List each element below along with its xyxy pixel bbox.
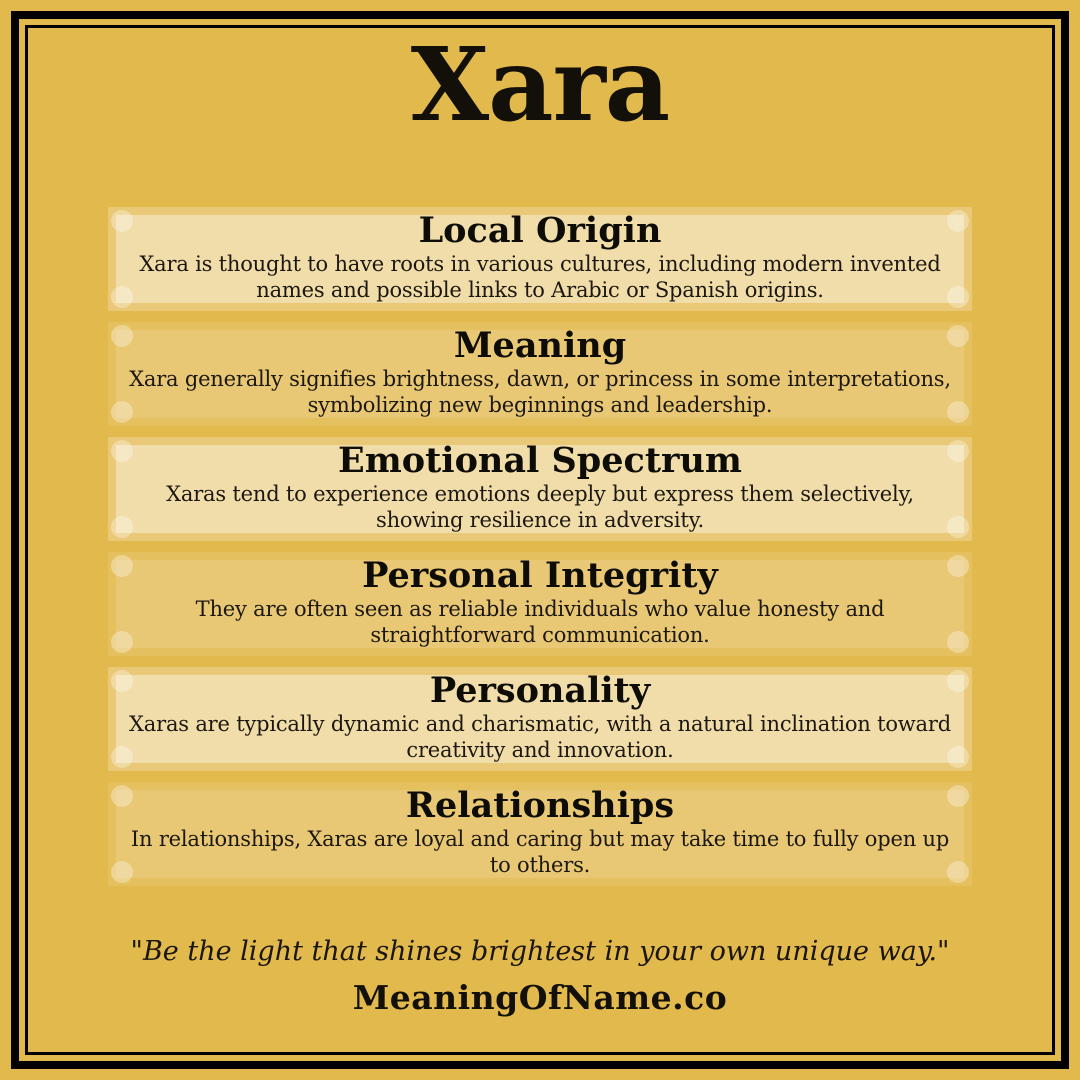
corner-rivet-icon	[111, 631, 133, 653]
card-description: Xara is thought to have roots in various cultures, including modern invented names and possible links to Arabic or Spanish origins.	[139, 251, 941, 303]
corner-rivet-icon	[947, 746, 969, 768]
card-title: Personality	[429, 670, 651, 711]
corner-rivet-icon	[111, 516, 133, 538]
corner-rivet-icon	[947, 401, 969, 423]
corner-rivet-icon	[111, 440, 133, 462]
card-title: Local Origin	[418, 210, 662, 251]
card-title: Emotional Spectrum	[338, 440, 742, 481]
corner-rivet-icon	[947, 555, 969, 577]
corner-rivet-icon	[947, 631, 969, 653]
card-local-origin	[108, 207, 972, 311]
corner-rivet-icon	[111, 670, 133, 692]
corner-rivet-icon	[947, 440, 969, 462]
corner-rivet-icon	[947, 861, 969, 883]
corner-rivet-icon	[947, 286, 969, 308]
card-relationships	[108, 782, 972, 886]
corner-rivet-icon	[947, 516, 969, 538]
corner-rivet-icon	[111, 210, 133, 232]
corner-rivet-icon	[947, 210, 969, 232]
corner-rivet-icon	[111, 286, 133, 308]
card-title: Personal Integrity	[362, 555, 718, 596]
corner-rivet-icon	[111, 555, 133, 577]
card-description: They are often seen as reliable individuals who value honesty and straightforward communication.	[195, 596, 885, 648]
corner-rivet-icon	[947, 785, 969, 807]
card-description: Xaras are typically dynamic and charismatic, with a natural inclination toward creativity and innovation.	[129, 711, 951, 763]
inspirational-quote: "Be the light that shines brightest in your own unique way."	[130, 936, 950, 967]
card-description: Xara generally signifies brightness, dawn, or princess in some interpretations, symbolizing new beginnings and leadership.	[129, 366, 951, 418]
card-title: Relationships	[405, 785, 675, 826]
corner-rivet-icon	[947, 670, 969, 692]
card-description: In relationships, Xaras are loyal and caring but may take time to fully open up to others.	[130, 826, 950, 878]
card-personal-integrity	[108, 552, 972, 656]
brand-wordmark: MeaningOfName.co	[352, 978, 728, 1017]
card-personality	[108, 667, 972, 771]
card-meaning	[108, 322, 972, 426]
card-title: Meaning	[453, 325, 627, 366]
page-title: Xara	[410, 25, 670, 144]
corner-rivet-icon	[111, 325, 133, 347]
corner-rivet-icon	[111, 785, 133, 807]
corner-rivet-icon	[111, 401, 133, 423]
corner-rivet-icon	[111, 861, 133, 883]
corner-rivet-icon	[947, 325, 969, 347]
corner-rivet-icon	[111, 746, 133, 768]
card-emotional-spectrum	[108, 437, 972, 541]
card-description: Xaras tend to experience emotions deeply but express them selectively, showing resilience in adversity.	[166, 481, 914, 533]
info-card-list	[108, 207, 972, 897]
